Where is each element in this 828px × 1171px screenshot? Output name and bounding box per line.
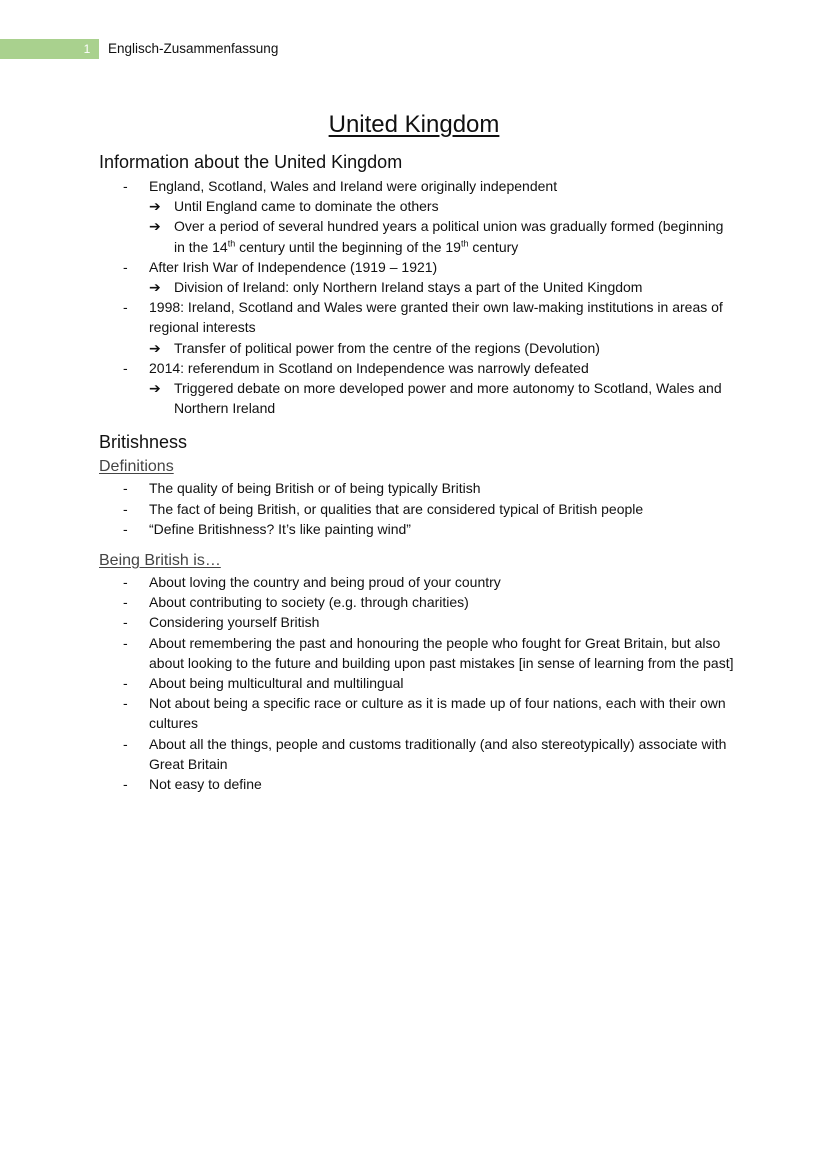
list-item: - “Define Britishness? It’s like painting wind” (99, 519, 739, 539)
section-heading-britishness: Britishness (99, 432, 188, 453)
dash-marker: - (123, 614, 128, 631)
dash-marker: - (123, 594, 128, 611)
list-item: - About all the things, people and customs traditionally (and also stereotypically) associate with Great Britain (123, 735, 727, 772)
dash-marker: - (123, 520, 128, 537)
list-item: - The fact of being British, or qualities that are considered typical of British people (99, 499, 739, 519)
section-heading-uk-info: Information about the United Kingdom (99, 152, 403, 172)
list-item: - About loving the country and being proud of your country (99, 572, 739, 592)
dash-marker: - (123, 695, 128, 712)
list-item: - England, Scotland, Wales and Ireland were originally independent (99, 176, 739, 196)
list-item: - The quality of being British or of being typically British (99, 478, 739, 498)
subheading-being-british: Being British is… (99, 552, 221, 570)
arrow-right-icon: ➔ (149, 198, 161, 215)
subheading-definitions: Definitions (99, 458, 174, 476)
dash-marker: - (123, 258, 128, 275)
list-item: - About remembering the past and honouring the people who fought for Great Britain, but also about looking to the future and building upon past mistakes [in sense of learning from the past] (123, 634, 734, 671)
page-number: 1 (83, 42, 91, 56)
sub-list-item: ➔ Transfer of political power from the centre of the regions (Devolution) (99, 338, 739, 358)
dash-marker: - (123, 574, 128, 591)
definitions-list (99, 478, 739, 539)
arrow-right-icon: ➔ (149, 380, 161, 397)
dash-marker: - (123, 359, 128, 376)
dash-marker: - (123, 634, 128, 651)
dash-marker: - (123, 500, 128, 517)
sub-list-item: ➔ Over a period of several hundred years a political union was gradually formed (beginning in the 14th century until the beginning of the 19th century (149, 218, 724, 255)
document-header-title: Englisch-Zusammenfassung (108, 41, 279, 56)
dash-marker: - (123, 178, 128, 194)
list-item: - 2014: referendum in Scotland on Independence was narrowly defeated (99, 358, 739, 378)
list-item: - 1998: Ireland, Scotland and Wales were granted their own law-making institutions in areas of regional interests (123, 299, 723, 336)
sub-list-item: ➔ Triggered debate on more developed power and more autonomy to Scotland, Wales and Northern Ireland (149, 380, 722, 417)
page-title: United Kingdom (328, 111, 500, 138)
sub-list-item: ➔ Division of Ireland: only Northern Ireland stays a part of the United Kingdom (99, 277, 739, 297)
being-british-list (99, 572, 739, 794)
sub-list-item: ➔ Until England came to dominate the others (99, 196, 739, 216)
dash-marker: - (123, 480, 128, 497)
uk-info-list (99, 176, 739, 418)
dash-marker: - (123, 299, 128, 316)
list-item: - Not about being a specific race or culture as it is made up of four nations, each with their own cultures (123, 695, 726, 732)
arrow-right-icon: ➔ (149, 218, 161, 235)
dash-marker: - (123, 675, 128, 692)
dash-marker: - (123, 776, 128, 793)
arrow-right-icon: ➔ (149, 339, 161, 356)
list-item: - After Irish War of Independence (1919 – 1921) (99, 257, 739, 277)
document-body (99, 148, 739, 794)
list-item: - Considering yourself British (99, 612, 739, 632)
list-item: - About being multicultural and multilingual (99, 673, 739, 693)
dash-marker: - (123, 735, 128, 752)
list-item: - Not easy to define (99, 774, 739, 794)
list-item: - About contributing to society (e.g. through charities) (99, 592, 739, 612)
arrow-right-icon: ➔ (149, 279, 161, 296)
